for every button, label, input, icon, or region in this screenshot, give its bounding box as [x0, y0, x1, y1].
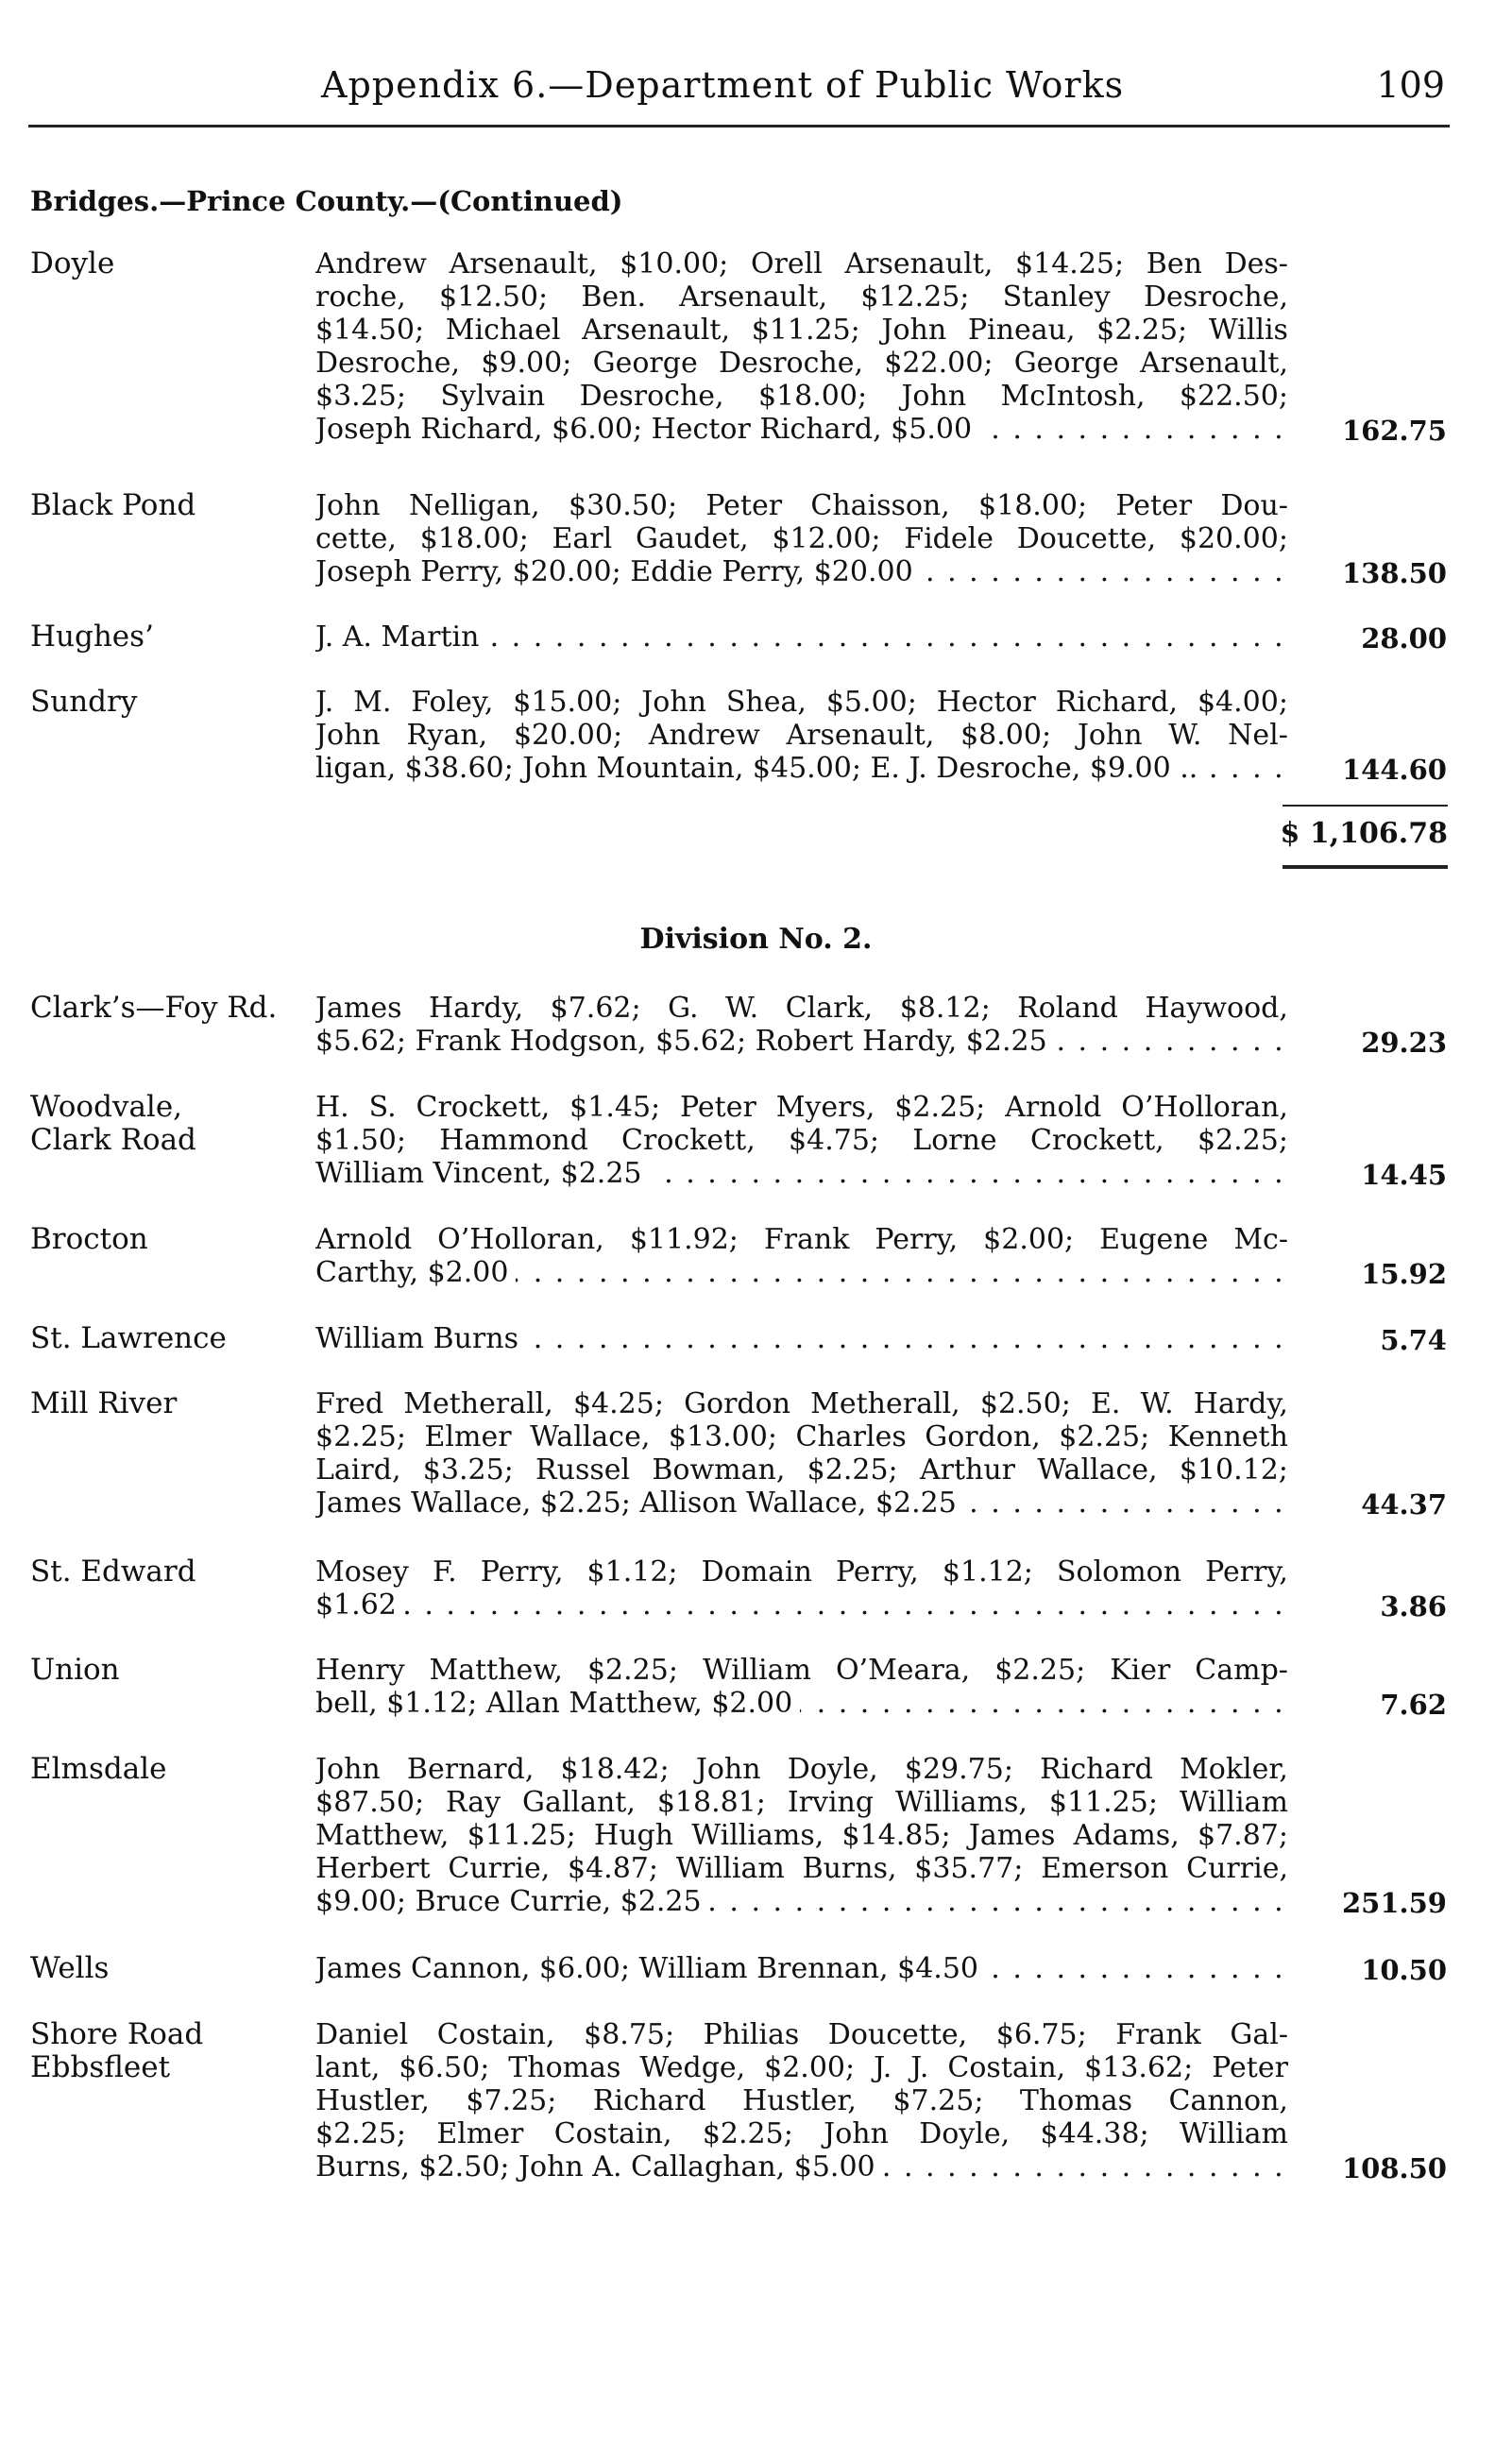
payee-list: [315, 247, 1288, 446]
payee-list: [315, 489, 1288, 588]
place-name-line: Black Pond: [30, 488, 196, 522]
payee-line: $1.50; Hammond Crockett, $4.75; Lorne Crockett, $2.25;: [315, 1124, 1288, 1157]
payee-line: J. M. Foley, $15.00; John Shea, $5.00; Hector Richard, $4.00;: [315, 686, 1288, 719]
payee-line: $3.25; Sylvain Desroche, $18.00; John McIntosh, $22.50;: [315, 380, 1288, 413]
amount: 44.37: [1361, 1488, 1447, 1521]
payee-line: $5.62; Frank Hodgson, $5.62; Robert Hardy, $2.25: [315, 1025, 1055, 1058]
payee-list: [315, 992, 1288, 1058]
place-name-line: Clark’s—Foy Rd.: [30, 991, 278, 1025]
place-name: [30, 992, 304, 1025]
payee-line: ligan, $38.60; John Mountain, $45.00; E. J. Desroche, $9.00 ..: [315, 752, 1205, 785]
payee-line: Carthy, $2.00: [315, 1256, 516, 1289]
payee-line: Herbert Currie, $4.87; William Burns, $35.77; Emerson Currie,: [315, 1852, 1288, 1885]
amount: 3.86: [1380, 1590, 1447, 1623]
grand-total: $ 1,106.78: [1280, 817, 1448, 850]
payee-list: [315, 1555, 1288, 1622]
place-name: [30, 1223, 304, 1256]
payee-line: John Bernard, $18.42; John Doyle, $29.75; Richard Mokler,: [315, 1753, 1288, 1786]
place-name: [30, 620, 304, 654]
place-name-line: Wells: [30, 1951, 110, 1985]
place-name-line: Clark Road: [30, 1123, 196, 1157]
payee-line: bell, $1.12; Allan Matthew, $2.00: [315, 1687, 800, 1720]
payee-line: $87.50; Ray Gallant, $18.81; Irving Williams, $11.25; William: [315, 1786, 1288, 1819]
payee-line: $2.25; Elmer Costain, $2.25; John Doyle, $44.38; William: [315, 2117, 1288, 2150]
amount: 144.60: [1342, 754, 1447, 786]
payee-line: cette, $18.00; Earl Gaudet, $12.00; Fidele Doucette, $20.00;: [315, 522, 1288, 555]
payee-list: [315, 1753, 1288, 1918]
payee-line: Arnold O’Holloran, $11.92; Frank Perry, $2.00; Eugene Mc-: [315, 1223, 1288, 1256]
payee-line: Andrew Arsenault, $10.00; Orell Arsenault, $14.25; Ben Des-: [315, 247, 1288, 280]
place-name-line: Brocton: [30, 1222, 148, 1256]
payee-line: Matthew, $11.25; Hugh Williams, $14.85; James Adams, $7.87;: [315, 1819, 1288, 1852]
payee-line: Desroche, $9.00; George Desroche, $22.00; George Arsenault,: [315, 347, 1288, 380]
payee-line: $9.00; Bruce Currie, $2.25: [315, 1885, 709, 1918]
place-name-line: Hughes’: [30, 620, 154, 654]
payee-line: Burns, $2.50; John A. Callaghan, $5.00: [315, 2150, 883, 2184]
section-heading: Bridges.—Prince County.—(Continued): [30, 185, 623, 217]
payee-list: [315, 1387, 1288, 1520]
amount: 251.59: [1342, 1887, 1447, 1919]
place-name-line: Mill River: [30, 1386, 178, 1420]
payee-line: lant, $6.50; Thomas Wedge, $2.00; J. J. Costain, $13.62; Peter: [315, 2051, 1288, 2084]
place-name: [30, 1654, 304, 1687]
place-name-line: Doyle: [30, 246, 115, 280]
payee-line: James Cannon, $6.00; William Brennan, $4.50: [315, 1952, 986, 1985]
place-name: [30, 2018, 304, 2084]
payee-line: William Vincent, $2.25: [315, 1157, 650, 1190]
payee-line: Mosey F. Perry, $1.12; Domain Perry, $1.12; Solomon Perry,: [315, 1555, 1288, 1589]
payee-line: James Wallace, $2.25; Allison Wallace, $2.25: [315, 1487, 964, 1520]
payee-line: J. A. Martin: [315, 620, 486, 654]
payee-list: [315, 1322, 1288, 1355]
total-rule-bottom: [1283, 865, 1448, 869]
place-name: [30, 1322, 304, 1355]
header-title: Appendix 6.—Department of Public Works: [321, 64, 1125, 106]
payee-list: [315, 1952, 1288, 1985]
payee-list: [315, 1654, 1288, 1720]
division-heading: Division No. 2.: [639, 923, 873, 956]
place-name: [30, 1091, 304, 1157]
payee-line: Fred Metherall, $4.25; Gordon Metherall, $2.50; E. W. Hardy,: [315, 1387, 1288, 1420]
payee-list: [315, 686, 1288, 785]
header-rule: [28, 125, 1450, 127]
payee-line: $1.62: [315, 1589, 404, 1622]
place-name-line: Elmsdale: [30, 1752, 167, 1786]
amount: 15.92: [1361, 1258, 1447, 1290]
payee-list: [315, 1091, 1288, 1190]
amount: 14.45: [1361, 1159, 1447, 1191]
place-name-line: Shore Road: [30, 2017, 204, 2051]
place-name-line: Woodvale,: [30, 1090, 183, 1124]
payee-line: Laird, $3.25; Russel Bowman, $2.25; Arthur Wallace, $10.12;: [315, 1453, 1288, 1487]
payee-list: [315, 1223, 1288, 1289]
amount: 5.74: [1380, 1324, 1447, 1356]
payee-list: [315, 2018, 1288, 2184]
total-rule-top: [1283, 805, 1448, 807]
payee-line: William Burns: [315, 1322, 526, 1355]
payee-line: Joseph Perry, $20.00; Eddie Perry, $20.00: [315, 555, 921, 588]
amount: 138.50: [1342, 557, 1447, 589]
payee-line: $2.25; Elmer Wallace, $13.00; Charles Gordon, $2.25; Kenneth: [315, 1420, 1288, 1453]
place-name: [30, 489, 304, 522]
place-name-line: St. Lawrence: [30, 1321, 227, 1355]
place-name: [30, 1753, 304, 1786]
amount: 162.75: [1342, 415, 1447, 447]
place-name: [30, 1387, 304, 1420]
payee-line: Joseph Richard, $6.00; Hector Richard, $5.00: [315, 413, 979, 446]
place-name-line: Union: [30, 1653, 120, 1687]
payee-line: H. S. Crockett, $1.45; Peter Myers, $2.25; Arnold O’Holloran,: [315, 1091, 1288, 1124]
payee-line: John Nelligan, $30.50; Peter Chaisson, $18.00; Peter Dou-: [315, 489, 1288, 522]
amount: 108.50: [1342, 2152, 1447, 2184]
payee-line: Hustler, $7.25; Richard Hustler, $7.25; Thomas Cannon,: [315, 2084, 1288, 2117]
payee-line: Henry Matthew, $2.25; William O’Meara, $2.25; Kier Camp-: [315, 1654, 1288, 1687]
payee-line: $14.50; Michael Arsenault, $11.25; John Pineau, $2.25; Willis: [315, 314, 1288, 347]
payee-line: John Ryan, $20.00; Andrew Arsenault, $8.00; John W. Nel-: [315, 719, 1288, 752]
payee-line: Daniel Costain, $8.75; Philias Doucette, $6.75; Frank Gal-: [315, 2018, 1288, 2051]
amount: 10.50: [1361, 1954, 1447, 1986]
payee-list: [315, 620, 1288, 654]
page-number: 109: [1376, 64, 1445, 106]
amount: 29.23: [1361, 1027, 1447, 1059]
amount: 28.00: [1361, 622, 1447, 654]
page-header: [28, 64, 1445, 121]
payee-line: roche, $12.50; Ben. Arsenault, $12.25; Stanley Desroche,: [315, 280, 1288, 314]
place-name-line: Sundry: [30, 685, 138, 719]
place-name: [30, 1555, 304, 1589]
payee-line: James Hardy, $7.62; G. W. Clark, $8.12; Roland Haywood,: [315, 992, 1288, 1025]
place-name-line: Ebbsfleet: [30, 2050, 171, 2084]
place-name: [30, 247, 304, 280]
amount: 7.62: [1380, 1689, 1447, 1721]
place-name-line: St. Edward: [30, 1555, 196, 1589]
place-name: [30, 1952, 304, 1985]
place-name: [30, 686, 304, 719]
